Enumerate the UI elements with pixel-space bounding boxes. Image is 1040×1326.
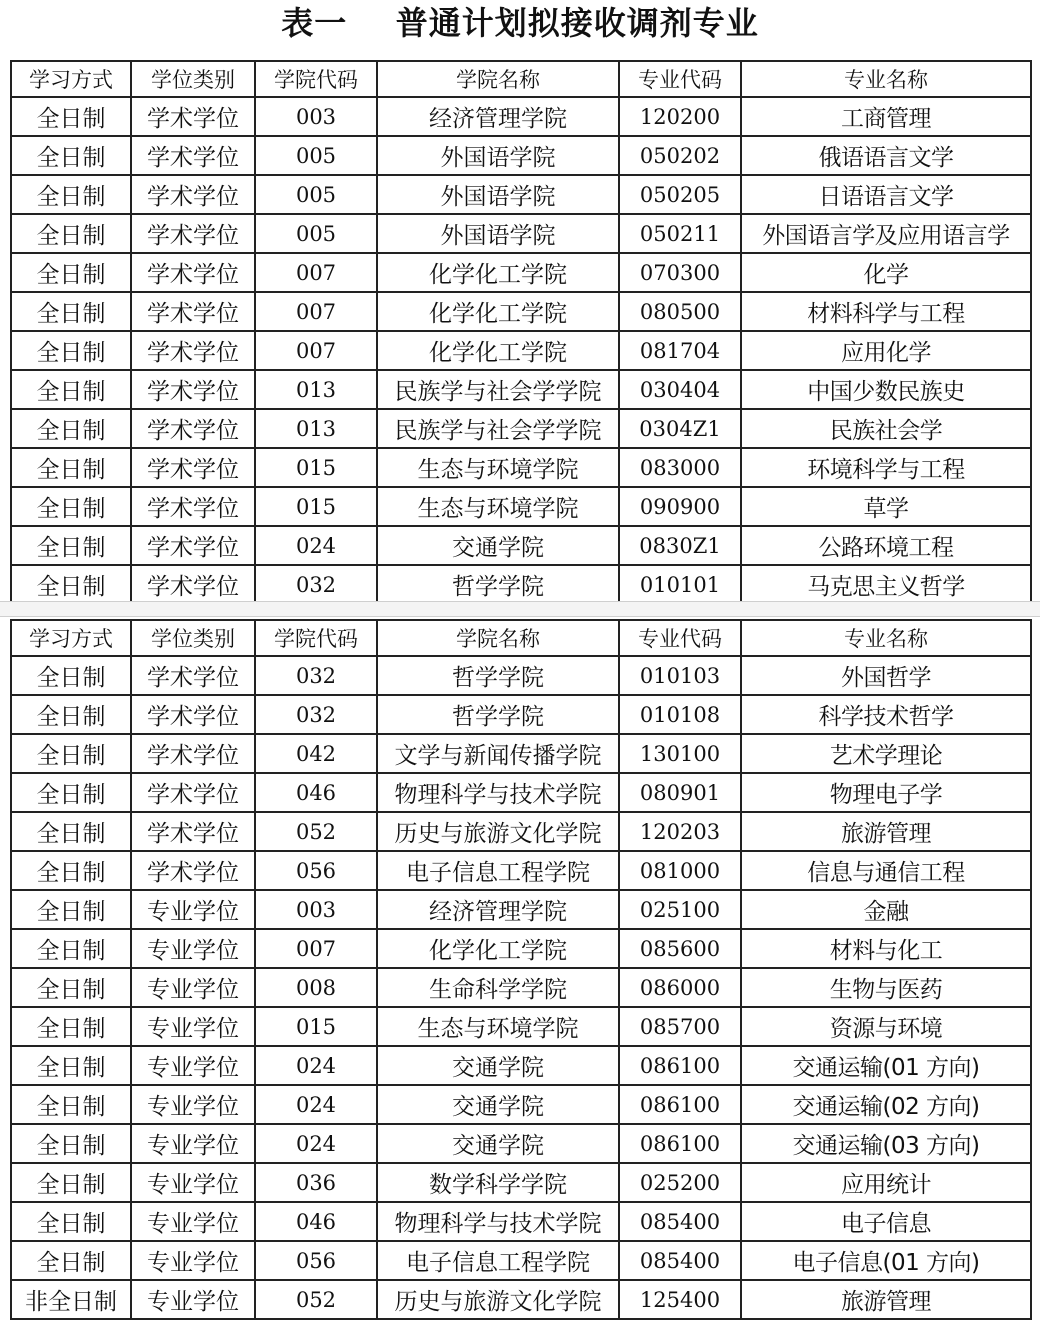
cell-degree-type: 学术学位	[131, 331, 255, 370]
cell-major-name: 民族社会学	[741, 409, 1031, 448]
cell-college-code: 032	[255, 565, 377, 604]
cell-college-name: 生命科学学院	[377, 968, 619, 1007]
header-degree-type: 学位类别	[131, 620, 255, 656]
cell-study-mode: 全日制	[11, 656, 131, 695]
cell-major-name: 马克思主义哲学	[741, 565, 1031, 604]
cell-major-code: 120200	[619, 97, 741, 136]
header-college-code: 学院代码	[255, 61, 377, 97]
cell-major-code: 025100	[619, 890, 741, 929]
cell-college-name: 外国语学院	[377, 214, 619, 253]
cell-major-code: 086100	[619, 1085, 741, 1124]
cell-degree-type: 学术学位	[131, 487, 255, 526]
table-row	[11, 1202, 1031, 1241]
cell-study-mode: 全日制	[11, 929, 131, 968]
table-row	[11, 812, 1031, 851]
cell-college-name: 化学化工学院	[377, 253, 619, 292]
table-header-row	[11, 61, 1031, 97]
cell-college-name: 外国语学院	[377, 175, 619, 214]
cell-college-code: 007	[255, 331, 377, 370]
cell-study-mode: 全日制	[11, 97, 131, 136]
cell-college-code: 008	[255, 968, 377, 1007]
cell-degree-type: 专业学位	[131, 1202, 255, 1241]
cell-college-code: 003	[255, 97, 377, 136]
cell-degree-type: 学术学位	[131, 565, 255, 604]
cell-study-mode: 全日制	[11, 448, 131, 487]
cell-degree-type: 学术学位	[131, 409, 255, 448]
cell-degree-type: 专业学位	[131, 1241, 255, 1280]
cell-college-name: 经济管理学院	[377, 97, 619, 136]
cell-college-name: 民族学与社会学学院	[377, 370, 619, 409]
header-college-code: 学院代码	[255, 620, 377, 656]
header-major-name: 专业名称	[741, 61, 1031, 97]
cell-college-name: 电子信息工程学院	[377, 1241, 619, 1280]
cell-college-code: 052	[255, 1280, 377, 1319]
cell-major-name: 俄语语言文学	[741, 136, 1031, 175]
cell-major-code: 120203	[619, 812, 741, 851]
table-body	[11, 97, 1031, 604]
header-degree-type: 学位类别	[131, 61, 255, 97]
table-row	[11, 1124, 1031, 1163]
cell-college-code: 046	[255, 773, 377, 812]
cell-college-name: 物理科学与技术学院	[377, 773, 619, 812]
cell-degree-type: 专业学位	[131, 968, 255, 1007]
table-row	[11, 1085, 1031, 1124]
cell-major-code: 081704	[619, 331, 741, 370]
table-row	[11, 929, 1031, 968]
table-row	[11, 1163, 1031, 1202]
cell-major-name: 工商管理	[741, 97, 1031, 136]
cell-major-code: 081000	[619, 851, 741, 890]
cell-degree-type: 学术学位	[131, 656, 255, 695]
cell-degree-type: 学术学位	[131, 253, 255, 292]
cell-college-code: 032	[255, 656, 377, 695]
cell-college-name: 经济管理学院	[377, 890, 619, 929]
table-row	[11, 565, 1031, 604]
cell-major-code: 080901	[619, 773, 741, 812]
cell-study-mode: 全日制	[11, 812, 131, 851]
cell-college-name: 历史与旅游文化学院	[377, 1280, 619, 1319]
page-title: 表一 普通计划拟接收调剂专业	[281, 4, 759, 42]
cell-study-mode: 全日制	[11, 1046, 131, 1085]
cell-college-name: 化学化工学院	[377, 292, 619, 331]
table-row	[11, 370, 1031, 409]
table-row	[11, 695, 1031, 734]
cell-college-code: 005	[255, 136, 377, 175]
cell-major-code: 090900	[619, 487, 741, 526]
cell-major-name: 外国语言学及应用语言学	[741, 214, 1031, 253]
cell-degree-type: 学术学位	[131, 136, 255, 175]
cell-college-name: 历史与旅游文化学院	[377, 812, 619, 851]
table-row	[11, 526, 1031, 565]
cell-major-code: 010103	[619, 656, 741, 695]
cell-major-code: 070300	[619, 253, 741, 292]
cell-college-name: 交通学院	[377, 1046, 619, 1085]
table-row	[11, 851, 1031, 890]
table-row	[11, 448, 1031, 487]
cell-study-mode: 全日制	[11, 734, 131, 773]
cell-college-name: 外国语学院	[377, 136, 619, 175]
cell-major-name: 信息与通信工程	[741, 851, 1031, 890]
cell-major-name: 电子信息(01 方向)	[741, 1241, 1031, 1280]
cell-college-name: 化学化工学院	[377, 331, 619, 370]
table-row	[11, 1046, 1031, 1085]
cell-study-mode: 全日制	[11, 1163, 131, 1202]
cell-major-code: 010108	[619, 695, 741, 734]
cell-degree-type: 学术学位	[131, 734, 255, 773]
cell-college-name: 交通学院	[377, 1124, 619, 1163]
cell-study-mode: 非全日制	[11, 1280, 131, 1319]
table-row	[11, 968, 1031, 1007]
cell-college-name: 电子信息工程学院	[377, 851, 619, 890]
cell-degree-type: 专业学位	[131, 1124, 255, 1163]
table-row	[11, 773, 1031, 812]
admissions-table-part-1	[10, 60, 1032, 605]
cell-major-name: 交通运输(02 方向)	[741, 1085, 1031, 1124]
table-body	[11, 656, 1031, 1319]
cell-degree-type: 专业学位	[131, 1046, 255, 1085]
cell-degree-type: 专业学位	[131, 929, 255, 968]
cell-college-code: 015	[255, 487, 377, 526]
cell-degree-type: 专业学位	[131, 890, 255, 929]
header-study-mode: 学习方式	[11, 620, 131, 656]
cell-college-code: 003	[255, 890, 377, 929]
table-row	[11, 292, 1031, 331]
cell-study-mode: 全日制	[11, 695, 131, 734]
cell-degree-type: 学术学位	[131, 97, 255, 136]
cell-degree-type: 学术学位	[131, 214, 255, 253]
table-row	[11, 1007, 1031, 1046]
cell-major-code: 125400	[619, 1280, 741, 1319]
cell-degree-type: 学术学位	[131, 292, 255, 331]
cell-study-mode: 全日制	[11, 773, 131, 812]
cell-major-name: 材料与化工	[741, 929, 1031, 968]
cell-major-code: 025200	[619, 1163, 741, 1202]
cell-major-code: 083000	[619, 448, 741, 487]
cell-study-mode: 全日制	[11, 1202, 131, 1241]
table-header-row	[11, 620, 1031, 656]
cell-college-code: 052	[255, 812, 377, 851]
cell-major-name: 旅游管理	[741, 1280, 1031, 1319]
cell-degree-type: 专业学位	[131, 1280, 255, 1319]
header-college-name: 学院名称	[377, 620, 619, 656]
cell-study-mode: 全日制	[11, 175, 131, 214]
cell-degree-type: 专业学位	[131, 1085, 255, 1124]
table-row	[11, 1280, 1031, 1319]
cell-college-name: 交通学院	[377, 1085, 619, 1124]
cell-college-code: 036	[255, 1163, 377, 1202]
cell-major-name: 应用统计	[741, 1163, 1031, 1202]
cell-major-code: 080500	[619, 292, 741, 331]
cell-study-mode: 全日制	[11, 890, 131, 929]
table-row	[11, 253, 1031, 292]
cell-major-code: 050205	[619, 175, 741, 214]
cell-major-code: 050202	[619, 136, 741, 175]
cell-study-mode: 全日制	[11, 526, 131, 565]
cell-college-code: 024	[255, 1046, 377, 1085]
cell-major-name: 草学	[741, 487, 1031, 526]
cell-major-name: 物理电子学	[741, 773, 1031, 812]
table-row	[11, 656, 1031, 695]
header-major-code: 专业代码	[619, 61, 741, 97]
cell-college-name: 民族学与社会学学院	[377, 409, 619, 448]
cell-college-code: 007	[255, 929, 377, 968]
cell-college-code: 005	[255, 175, 377, 214]
cell-study-mode: 全日制	[11, 292, 131, 331]
cell-college-code: 024	[255, 1085, 377, 1124]
cell-college-code: 007	[255, 253, 377, 292]
cell-college-code: 013	[255, 409, 377, 448]
cell-degree-type: 学术学位	[131, 695, 255, 734]
cell-major-code: 085400	[619, 1241, 741, 1280]
cell-major-name: 日语语言文学	[741, 175, 1031, 214]
cell-college-name: 生态与环境学院	[377, 1007, 619, 1046]
header-study-mode: 学习方式	[11, 61, 131, 97]
table-row	[11, 734, 1031, 773]
cell-degree-type: 学术学位	[131, 370, 255, 409]
cell-major-name: 电子信息	[741, 1202, 1031, 1241]
cell-study-mode: 全日制	[11, 1007, 131, 1046]
cell-degree-type: 学术学位	[131, 812, 255, 851]
cell-study-mode: 全日制	[11, 253, 131, 292]
cell-college-code: 015	[255, 448, 377, 487]
cell-college-code: 032	[255, 695, 377, 734]
cell-major-code: 085400	[619, 1202, 741, 1241]
cell-study-mode: 全日制	[11, 136, 131, 175]
cell-major-code: 085600	[619, 929, 741, 968]
table-row	[11, 214, 1031, 253]
header-major-name: 专业名称	[741, 620, 1031, 656]
cell-major-name: 科学技术哲学	[741, 695, 1031, 734]
cell-college-code: 056	[255, 1241, 377, 1280]
cell-college-name: 物理科学与技术学院	[377, 1202, 619, 1241]
cell-college-code: 013	[255, 370, 377, 409]
table-row	[11, 1241, 1031, 1280]
cell-major-name: 旅游管理	[741, 812, 1031, 851]
cell-college-code: 056	[255, 851, 377, 890]
cell-study-mode: 全日制	[11, 214, 131, 253]
cell-major-code: 010101	[619, 565, 741, 604]
cell-major-name: 化学	[741, 253, 1031, 292]
cell-study-mode: 全日制	[11, 487, 131, 526]
table-row	[11, 97, 1031, 136]
cell-study-mode: 全日制	[11, 1241, 131, 1280]
cell-major-name: 应用化学	[741, 331, 1031, 370]
cell-college-name: 哲学学院	[377, 565, 619, 604]
cell-college-name: 文学与新闻传播学院	[377, 734, 619, 773]
cell-major-name: 艺术学理论	[741, 734, 1031, 773]
cell-college-code: 005	[255, 214, 377, 253]
cell-major-code: 0830Z1	[619, 526, 741, 565]
cell-college-code: 007	[255, 292, 377, 331]
cell-major-name: 交通运输(01 方向)	[741, 1046, 1031, 1085]
cell-major-name: 外国哲学	[741, 656, 1031, 695]
cell-major-code: 030404	[619, 370, 741, 409]
table-row	[11, 331, 1031, 370]
header-college-name: 学院名称	[377, 61, 619, 97]
cell-major-name: 中国少数民族史	[741, 370, 1031, 409]
cell-college-name: 哲学学院	[377, 695, 619, 734]
cell-study-mode: 全日制	[11, 331, 131, 370]
admissions-table-part-2	[10, 619, 1032, 1320]
cell-study-mode: 全日制	[11, 968, 131, 1007]
cell-study-mode: 全日制	[11, 851, 131, 890]
table-row	[11, 175, 1031, 214]
cell-degree-type: 学术学位	[131, 175, 255, 214]
cell-degree-type: 学术学位	[131, 851, 255, 890]
cell-degree-type: 学术学位	[131, 448, 255, 487]
cell-study-mode: 全日制	[11, 409, 131, 448]
cell-college-code: 046	[255, 1202, 377, 1241]
cell-major-name: 材料科学与工程	[741, 292, 1031, 331]
cell-major-code: 086100	[619, 1124, 741, 1163]
cell-degree-type: 专业学位	[131, 1163, 255, 1202]
table-row	[11, 487, 1031, 526]
cell-college-name: 化学化工学院	[377, 929, 619, 968]
cell-study-mode: 全日制	[11, 565, 131, 604]
cell-study-mode: 全日制	[11, 370, 131, 409]
cell-major-name: 资源与环境	[741, 1007, 1031, 1046]
table-row	[11, 890, 1031, 929]
cell-college-code: 015	[255, 1007, 377, 1046]
cell-major-code: 130100	[619, 734, 741, 773]
cell-major-code: 050211	[619, 214, 741, 253]
cell-degree-type: 专业学位	[131, 1007, 255, 1046]
cell-college-code: 042	[255, 734, 377, 773]
cell-college-name: 生态与环境学院	[377, 487, 619, 526]
cell-study-mode: 全日制	[11, 1124, 131, 1163]
cell-major-name: 金融	[741, 890, 1031, 929]
cell-degree-type: 学术学位	[131, 526, 255, 565]
cell-major-code: 086000	[619, 968, 741, 1007]
cell-college-name: 数学科学学院	[377, 1163, 619, 1202]
cell-study-mode: 全日制	[11, 1085, 131, 1124]
cell-college-name: 哲学学院	[377, 656, 619, 695]
cell-major-code: 086100	[619, 1046, 741, 1085]
header-major-code: 专业代码	[619, 620, 741, 656]
cell-major-code: 085700	[619, 1007, 741, 1046]
cell-college-code: 024	[255, 1124, 377, 1163]
table-row	[11, 136, 1031, 175]
cell-major-name: 环境科学与工程	[741, 448, 1031, 487]
table-row	[11, 409, 1031, 448]
cell-college-name: 生态与环境学院	[377, 448, 619, 487]
cell-degree-type: 学术学位	[131, 773, 255, 812]
cell-major-name: 公路环境工程	[741, 526, 1031, 565]
cell-college-code: 024	[255, 526, 377, 565]
cell-major-name: 交通运输(03 方向)	[741, 1124, 1031, 1163]
cell-major-name: 生物与医药	[741, 968, 1031, 1007]
cell-major-code: 0304Z1	[619, 409, 741, 448]
cell-college-name: 交通学院	[377, 526, 619, 565]
page-break-divider	[0, 601, 1040, 617]
